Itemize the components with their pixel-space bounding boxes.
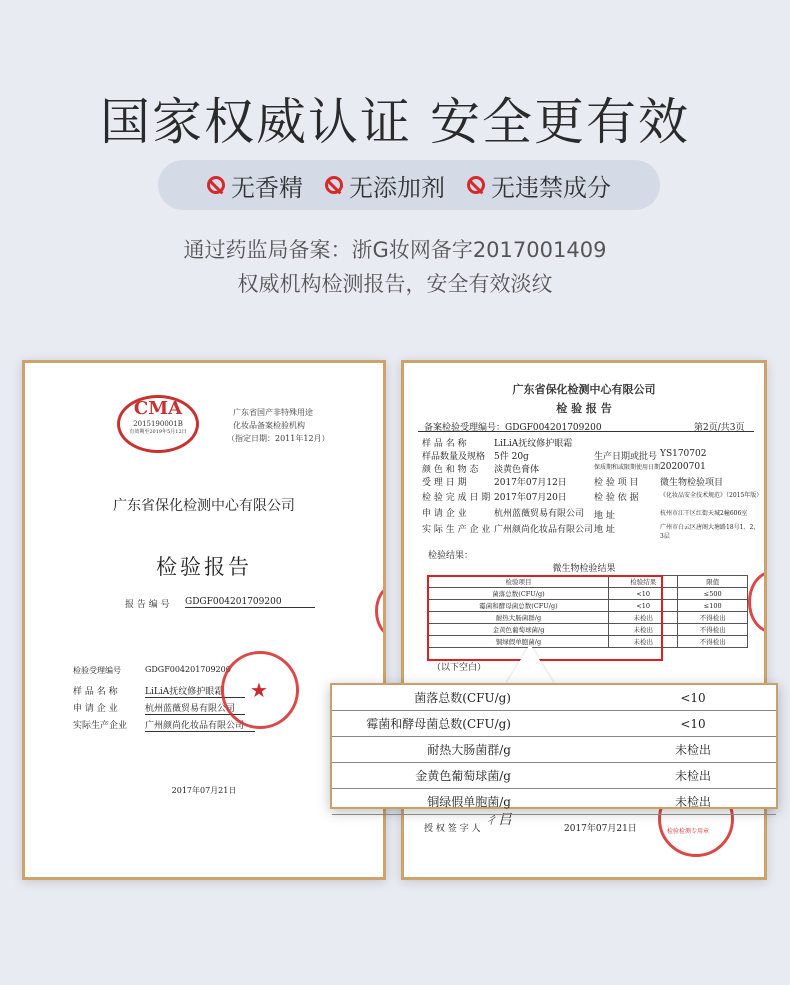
zoom-row	[332, 789, 776, 815]
zoom-item: 铜绿假单胞菌/g	[332, 789, 571, 815]
field-label: 地 址	[594, 525, 615, 535]
authority-line: （指定日期：2011年12月）	[227, 434, 330, 443]
report-no: GDGF004201709200	[185, 597, 315, 608]
claim-label: 无违禁成分	[491, 173, 611, 202]
table-header: 限值	[678, 576, 748, 588]
field-value: 杭州蓝薇贸易有限公司	[145, 701, 245, 715]
zoom-item: 菌落总数(CFU/g)	[332, 685, 571, 711]
field-value: GDGF004201709200	[145, 665, 231, 674]
field-value: 5件 20g	[494, 452, 529, 462]
zoom-item: 耐热大肠菌群/g	[332, 737, 571, 763]
field-label: 样 品 名 称	[422, 439, 467, 449]
table-cell: <10	[608, 588, 678, 600]
field-value: 广州市白云区唐阁大塘路18号1、2、3层	[660, 524, 760, 540]
authority-line: 化妆品备案检验机构	[233, 421, 305, 430]
field-label: 实际生产企业	[73, 721, 128, 731]
field-label: 地 址	[594, 511, 615, 521]
seal-text: 检验检测专用章	[667, 828, 710, 835]
cma-seal	[117, 395, 199, 453]
divider	[418, 431, 754, 432]
table-footnote: （以下空白）	[432, 663, 487, 673]
report-no-label: 报 告 编 号	[125, 600, 170, 610]
zoom-result: 未检出	[571, 763, 776, 789]
table-cell: 未检出	[608, 624, 678, 636]
claim-badge	[325, 168, 445, 203]
claims-bar	[158, 160, 660, 210]
claim-label: 无香精	[231, 173, 303, 202]
field-value: 广州颜尚化妆品有限公司	[494, 525, 594, 535]
table-cell: ≤100	[678, 600, 748, 612]
prohibited-icon	[207, 176, 225, 194]
field-value: LiLiA抚纹修护眼霜	[494, 439, 573, 449]
report-date: 2017年07月21日	[564, 824, 637, 834]
callout-pointer	[506, 644, 554, 684]
zoom-item: 金黄色葡萄球菌/g	[332, 763, 571, 789]
field-label: 样品数量及规格	[422, 452, 486, 462]
report-title: 检验报告	[156, 555, 252, 579]
report-date: 2017年07月21日	[171, 786, 237, 795]
field-label: 检 验 依 据	[594, 493, 639, 503]
field-label: 申 请 企 业	[73, 704, 118, 714]
field-value: YS170702	[660, 449, 707, 459]
zoom-item: 霉菌和酵母菌总数(CFU/g)	[332, 711, 571, 737]
table-cell: <10	[608, 600, 678, 612]
zoom-row	[332, 685, 776, 711]
field-label: 生产日期或批号	[594, 452, 658, 462]
red-seal-edge	[375, 585, 386, 637]
field-label: 受 理 日 期	[422, 478, 467, 488]
center-name: 广东省保化检测中心有限公司	[113, 498, 295, 514]
table-cell: ≤500	[678, 588, 748, 600]
prohibited-icon	[325, 176, 343, 194]
signer-label: 授 权 签 字 人	[424, 824, 481, 834]
field-value: 《化妆品安全技术规范》（2015年版）	[660, 492, 763, 499]
authority-line: 广东省国产非特殊用途	[233, 408, 313, 417]
zoom-row	[332, 763, 776, 789]
field-label: 样 品 名 称	[73, 687, 118, 697]
result-label: 检验结果：	[428, 551, 474, 561]
table-cell: 霉菌和酵母菌总数(CFU/g)	[429, 600, 609, 612]
field-label: 检 验 项 目	[594, 478, 639, 488]
table-cell: 不得检出	[678, 636, 748, 648]
field-value: 微生物检验项目	[660, 478, 724, 488]
table-cell: 金黄色葡萄球菌/g	[429, 624, 609, 636]
filing-line: 通过药监局备案：浙G妆网备字2017001409	[183, 238, 607, 262]
signature-image: ㄔ㠯	[484, 812, 512, 828]
field-label: 申 请 企 业	[422, 509, 467, 519]
field-value: 淡黄色膏体	[494, 465, 540, 475]
table-cell: 菌落总数(CFU/g)	[429, 588, 609, 600]
table-caption: 微生物检验结果	[552, 564, 616, 574]
table-header: 检验项目	[429, 576, 609, 588]
field-value: LiLiA抚纹修护眼霜	[145, 684, 245, 698]
table-cell: 未检出	[608, 612, 678, 624]
field-value: 2017年07月12日	[494, 478, 567, 488]
zoom-result: <10	[571, 685, 776, 711]
field-value: 杭州市江干区红街天城2幢606室	[660, 510, 748, 517]
report-line: 权威机构检测报告，安全有效淡纹	[237, 272, 553, 296]
field-label: 颜 色 和 物 态	[422, 465, 479, 475]
field-label: 检 验 完 成 日 期	[422, 493, 491, 503]
field-label: 保质期和或限期使用日期	[594, 464, 661, 471]
claim-label: 无添加剂	[349, 173, 445, 202]
field-value: 20200701	[660, 462, 706, 472]
center-name: 广东省保化检测中心有限公司	[512, 383, 656, 396]
zoom-result: 未检出	[571, 789, 776, 815]
field-value: 广州颜尚化妆品有限公司	[145, 718, 255, 732]
report-title: 检 验 报 告	[556, 402, 612, 415]
table-cell: 耐热大肠菌群/g	[429, 612, 609, 624]
accept-no: 备案检验受理编号：GDGF004201709200	[424, 423, 602, 433]
red-seal-edge	[748, 571, 767, 633]
field-value: 2017年07月20日	[494, 493, 567, 503]
table-cell: 未检出	[608, 636, 678, 648]
cma-code: 2015190001B	[133, 420, 183, 428]
zoom-result: <10	[571, 711, 776, 737]
table-cell: 不得检出	[678, 612, 748, 624]
page-title: 国家权威认证 安全更有效	[100, 93, 690, 151]
cma-logo: CMA	[133, 398, 183, 419]
cma-validity: 有效期至2019年5月12日	[129, 429, 187, 435]
field-label: 检验受理编号	[73, 666, 121, 675]
table-cell: 铜绿假单胞菌/g	[429, 636, 609, 648]
zoom-result: 未检出	[571, 737, 776, 763]
claim-badge	[467, 168, 611, 203]
zoom-row	[332, 737, 776, 763]
zoom-row	[332, 711, 776, 737]
field-label: 实 际 生 产 企 业	[422, 525, 491, 535]
red-seal: ★	[221, 651, 299, 729]
field-value: 杭州蓝薇贸易有限公司	[494, 509, 585, 519]
table-header: 检验结果	[608, 576, 678, 588]
zoomed-results	[330, 683, 778, 809]
table-cell: 不得检出	[678, 624, 748, 636]
claim-badge	[207, 168, 303, 203]
page-number: 第2页/共3页	[694, 423, 745, 433]
prohibited-icon	[467, 176, 485, 194]
